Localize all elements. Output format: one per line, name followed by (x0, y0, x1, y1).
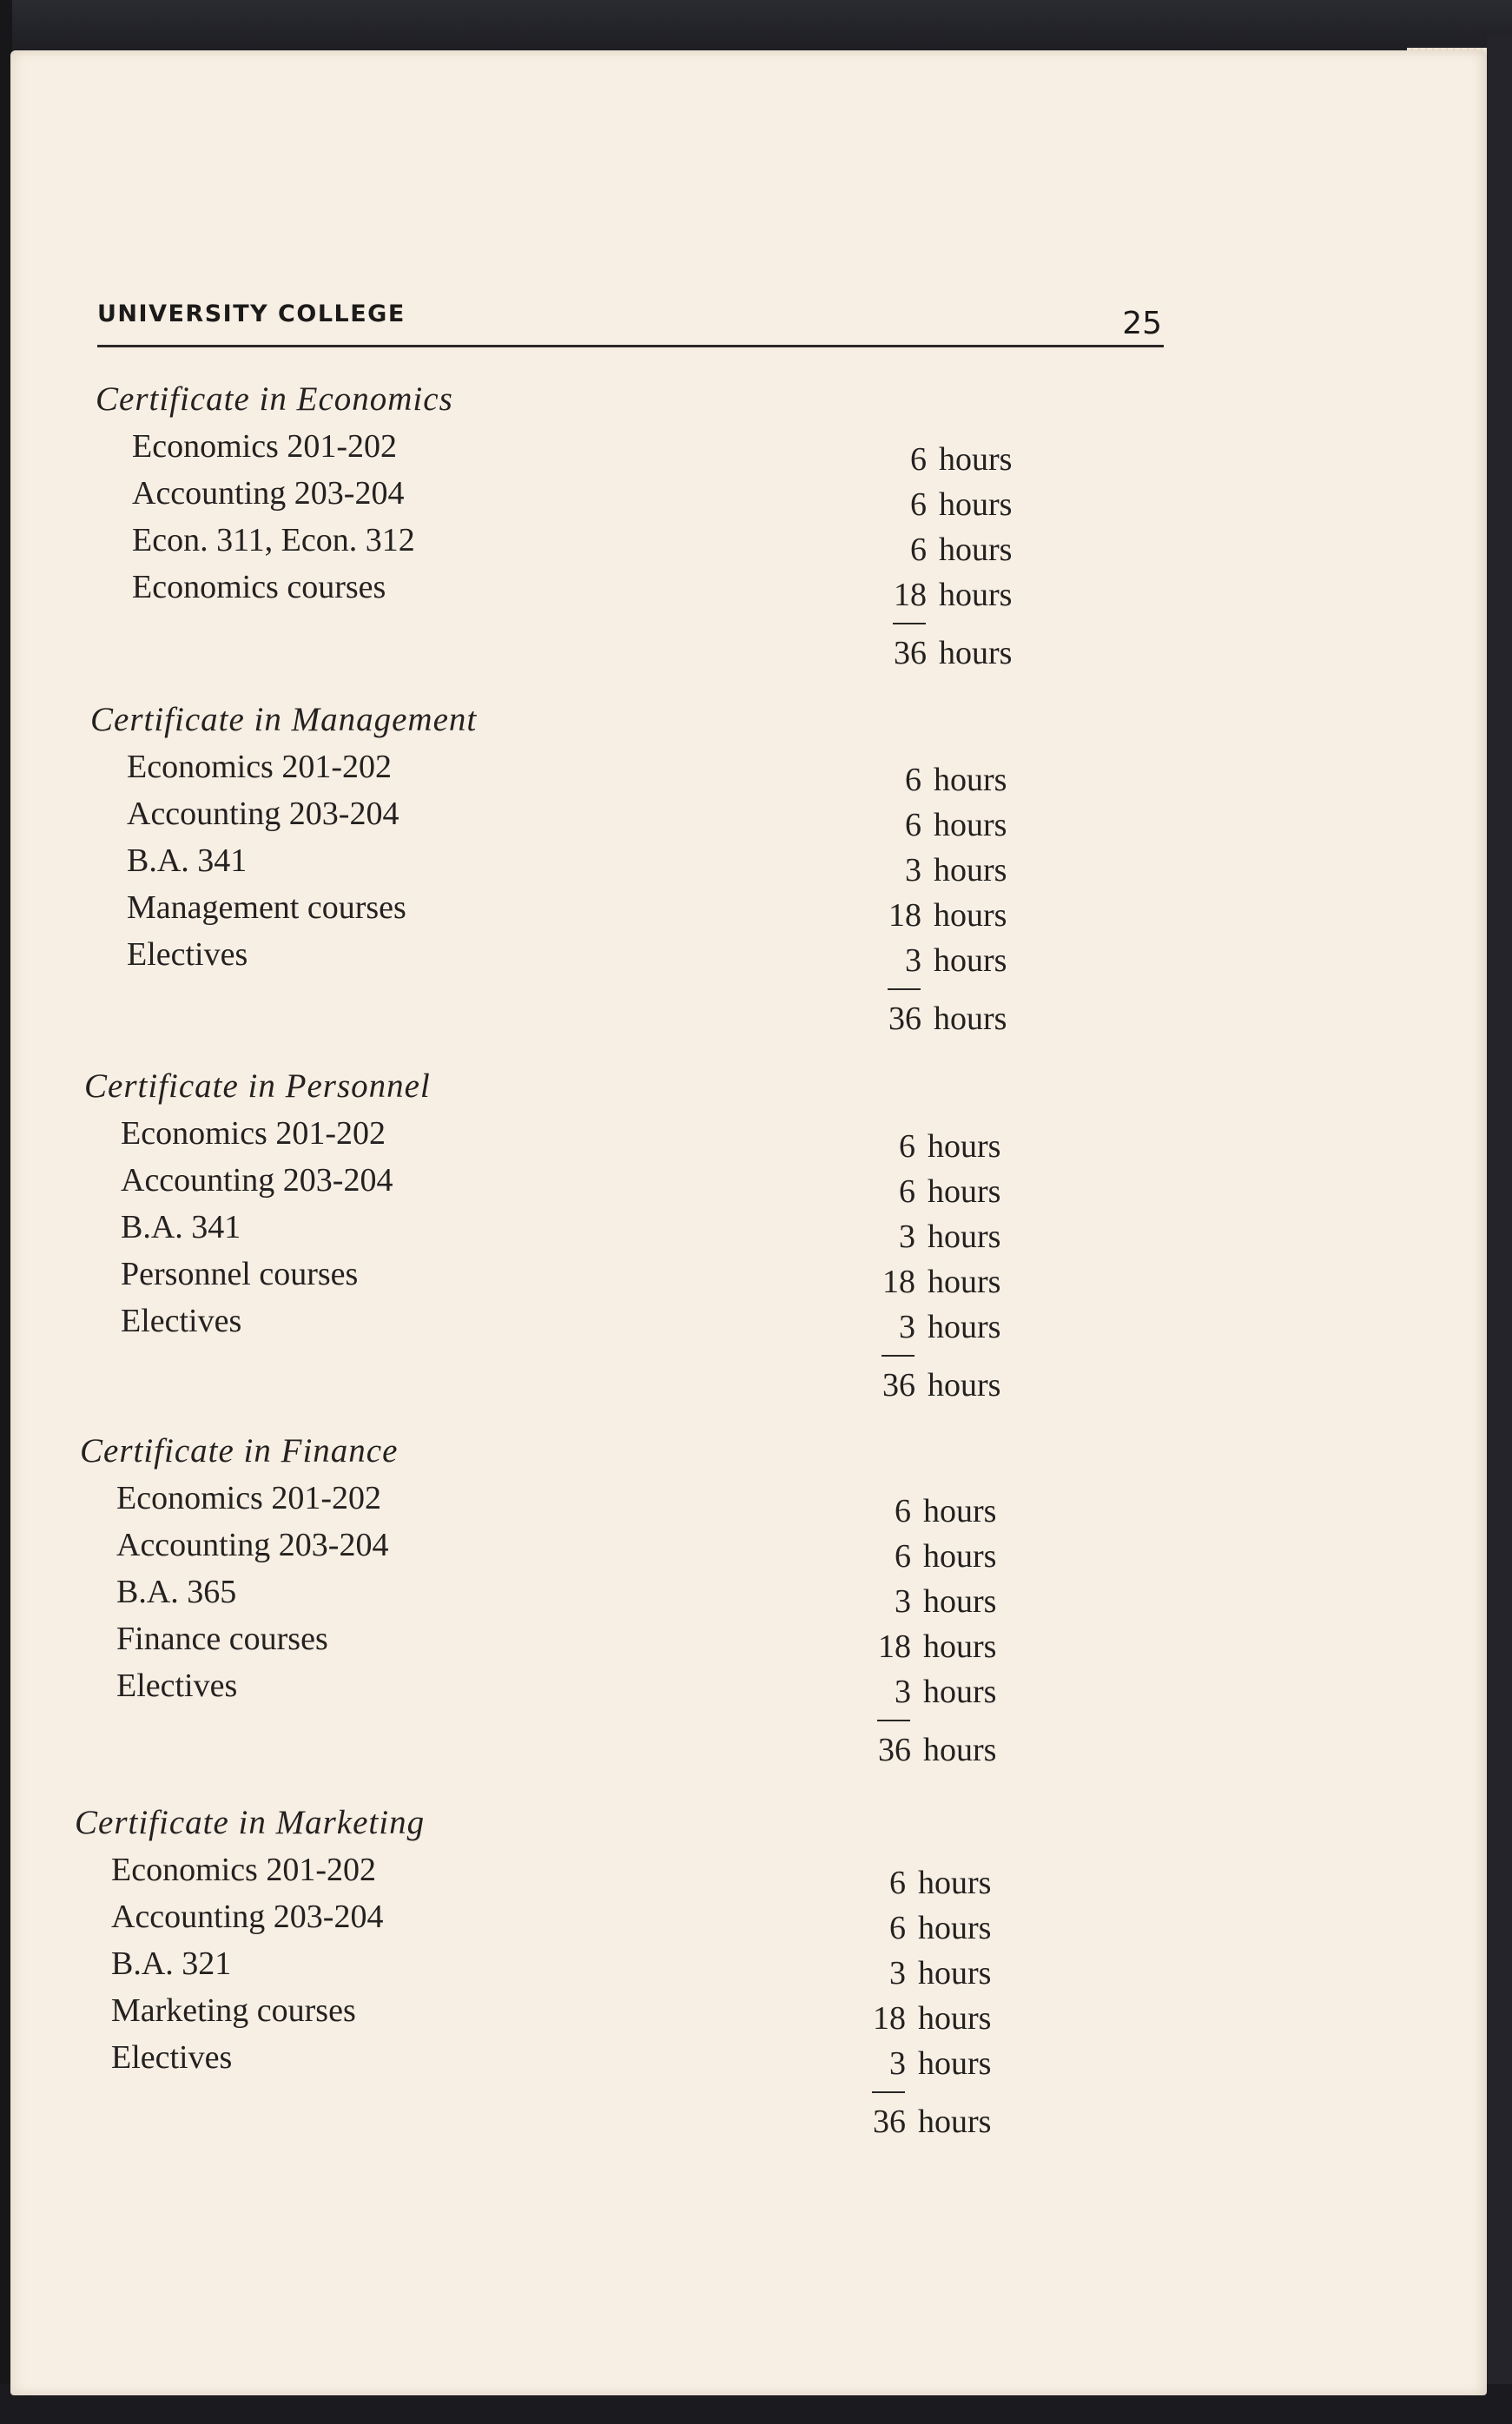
total-hours (881, 634, 1055, 672)
hours-value: 6 (910, 486, 927, 523)
total-unit: hours (918, 2104, 992, 2140)
hours-unit: hours (918, 1865, 992, 1901)
hours-unit: hours (923, 1493, 997, 1529)
course-name: Marketing courses (111, 1992, 356, 2029)
certificate-section (75, 1803, 1073, 2140)
hours-unit: hours (934, 762, 1007, 798)
course-name: Economics 201-202 (111, 1852, 377, 1888)
course-hours (876, 761, 1050, 799)
course-name: B.A. 341 (121, 1209, 241, 1245)
hours-unit: hours (918, 2000, 992, 2037)
course-hours (870, 1218, 1044, 1256)
hours-value: 3 (899, 1309, 915, 1345)
total-unit: hours (928, 1367, 1001, 1404)
course-hours (861, 1954, 1034, 1992)
hours-value: 3 (905, 942, 921, 979)
hours-value: 6 (905, 762, 921, 798)
hours-value: 6 (895, 1538, 911, 1575)
sum-rule (872, 2091, 905, 2093)
course-name: Accounting 203-204 (116, 1527, 389, 1563)
hours-unit: hours (934, 807, 1007, 843)
course-name: Economics courses (132, 569, 386, 605)
hours-unit: hours (928, 1219, 1001, 1255)
course-name: Management courses (127, 889, 406, 926)
hours-unit: hours (923, 1583, 997, 1620)
sum-rule (888, 988, 921, 990)
hours-value: 3 (899, 1219, 915, 1255)
hours-unit: hours (939, 532, 1013, 568)
total-hours (861, 2103, 1034, 2141)
sum-rule (881, 1355, 914, 1357)
hours-unit: hours (923, 1628, 997, 1665)
hours-value: 6 (895, 1493, 911, 1529)
hours-value: 3 (889, 2045, 906, 2082)
running-head: UNIVERSITY COLLEGE (97, 301, 406, 327)
hours-value: 3 (895, 1674, 911, 1710)
course-name: Accounting 203-204 (127, 796, 399, 832)
course-name: Electives (121, 1303, 242, 1339)
course-hours (876, 806, 1050, 844)
course-hours (876, 941, 1050, 980)
hours-value: 3 (895, 1583, 911, 1620)
hours-value: 6 (905, 807, 921, 843)
hours-unit: hours (928, 1264, 1001, 1300)
course-name: Electives (127, 936, 248, 973)
certificate-section (84, 1067, 1083, 1404)
course-hours (870, 1172, 1044, 1211)
hours-value: 6 (910, 532, 927, 568)
total-hours (870, 1366, 1044, 1404)
course-name: Economics 201-202 (116, 1480, 382, 1516)
page-number: 25 (1122, 306, 1162, 341)
hours-value: 18 (873, 2000, 906, 2037)
course-hours (870, 1127, 1044, 1166)
course-name: B.A. 365 (116, 1574, 237, 1610)
hours-unit: hours (939, 486, 1013, 523)
header-rule (97, 345, 1164, 347)
sum-rule (877, 1720, 910, 1721)
hours-unit: hours (928, 1309, 1001, 1345)
hours-value: 3 (889, 1955, 906, 1991)
total-unit: hours (934, 1001, 1007, 1037)
hours-unit: hours (934, 942, 1007, 979)
course-hours (866, 1628, 1040, 1666)
total-hours (866, 1731, 1040, 1769)
course-name: Accounting 203-204 (111, 1899, 384, 1935)
total-hours (876, 1000, 1050, 1038)
certificate-section (96, 380, 1094, 692)
course-name: Finance courses (116, 1621, 328, 1657)
hours-value: 3 (905, 852, 921, 888)
hours-unit: hours (934, 897, 1007, 934)
course-hours (870, 1263, 1044, 1301)
hours-value: 6 (899, 1128, 915, 1165)
total-unit: hours (939, 635, 1013, 671)
course-hours (881, 440, 1055, 479)
certificate-title: Certificate in Finance (80, 1432, 399, 1470)
course-name: B.A. 321 (111, 1945, 232, 1982)
total-value: 36 (873, 2104, 906, 2140)
page-header (97, 297, 1164, 358)
total-value: 36 (894, 635, 927, 671)
hours-unit: hours (918, 2045, 992, 2082)
course-hours (881, 576, 1055, 614)
certificate-section (90, 700, 1089, 1037)
course-hours (881, 531, 1055, 569)
certificate-section (80, 1431, 1079, 1768)
hours-unit: hours (923, 1674, 997, 1710)
course-name: Economics 201-202 (132, 428, 398, 465)
certificate-title: Certificate in Economics (96, 380, 453, 418)
course-hours (861, 2044, 1034, 2083)
hours-value: 18 (888, 897, 921, 934)
course-hours (866, 1673, 1040, 1711)
certificate-title: Certificate in Personnel (84, 1067, 431, 1105)
hours-value: 18 (894, 577, 927, 613)
course-name: B.A. 341 (127, 842, 248, 879)
total-value: 36 (878, 1732, 911, 1768)
course-hours (876, 851, 1050, 889)
course-hours (866, 1492, 1040, 1530)
total-value: 36 (882, 1367, 915, 1404)
course-name: Electives (111, 2039, 233, 2076)
total-unit: hours (923, 1732, 997, 1768)
hours-unit: hours (939, 441, 1013, 478)
hours-value: 18 (878, 1628, 911, 1665)
hours-value: 6 (899, 1173, 915, 1210)
certificate-title: Certificate in Marketing (75, 1804, 426, 1841)
hours-value: 18 (882, 1264, 915, 1300)
total-value: 36 (888, 1001, 921, 1037)
hours-unit: hours (928, 1173, 1001, 1210)
hours-unit: hours (934, 852, 1007, 888)
course-name: Economics 201-202 (127, 749, 393, 785)
course-hours (861, 1864, 1034, 1902)
course-hours (861, 1999, 1034, 2038)
course-hours (861, 1909, 1034, 1947)
certificate-title: Certificate in Management (90, 701, 478, 738)
hours-value: 6 (889, 1910, 906, 1946)
course-hours (866, 1537, 1040, 1575)
course-name: Economics 201-202 (121, 1115, 386, 1152)
course-name: Personnel courses (121, 1256, 359, 1292)
scan-background-right (1487, 35, 1512, 2424)
sum-rule (893, 623, 926, 624)
course-hours (876, 896, 1050, 935)
hours-value: 6 (889, 1865, 906, 1901)
course-hours (870, 1308, 1044, 1346)
hours-unit: hours (918, 1910, 992, 1946)
course-name: Econ. 311, Econ. 312 (132, 522, 415, 558)
hours-unit: hours (918, 1955, 992, 1991)
course-hours (881, 485, 1055, 524)
course-hours (866, 1582, 1040, 1621)
course-name: Electives (116, 1668, 238, 1704)
hours-unit: hours (923, 1538, 997, 1575)
hours-value: 6 (910, 441, 927, 478)
hours-unit: hours (939, 577, 1013, 613)
hours-unit: hours (928, 1128, 1001, 1165)
course-name: Accounting 203-204 (132, 475, 405, 512)
course-name: Accounting 203-204 (121, 1162, 393, 1199)
